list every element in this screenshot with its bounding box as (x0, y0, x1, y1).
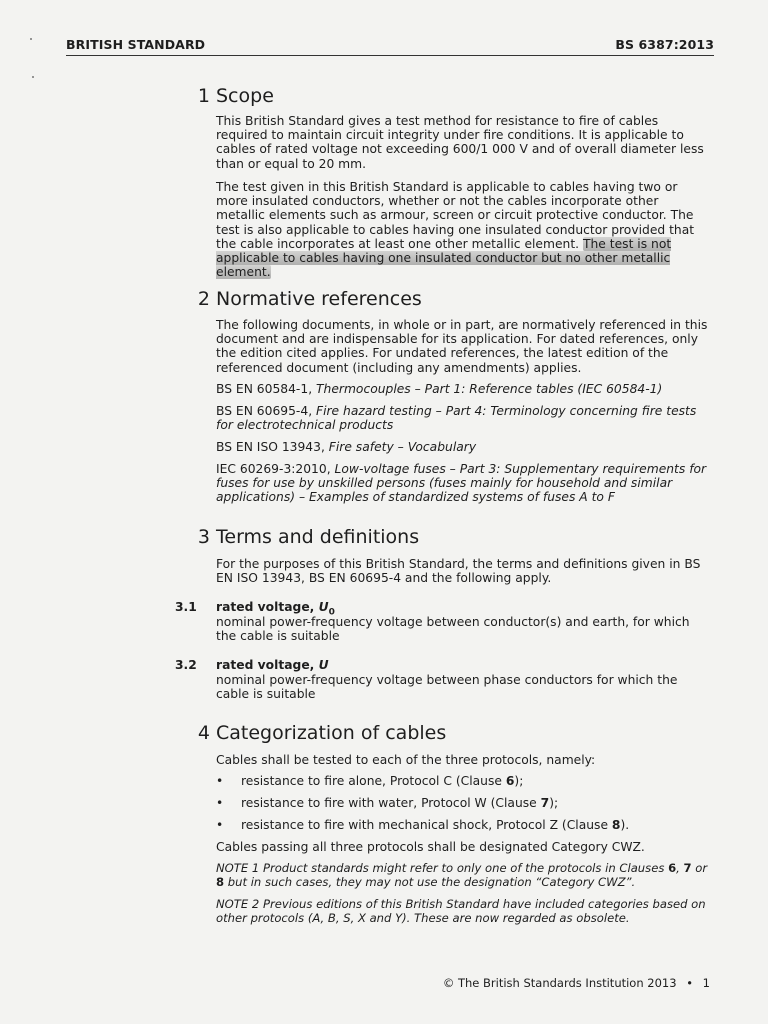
scan-speck (32, 76, 34, 78)
section-title-terms-and-definitions: Terms and definitions (216, 526, 420, 548)
scope-paragraph-2 (216, 180, 711, 279)
footer-copyright: © The British Standards Institution 2013 (442, 976, 677, 990)
reference-code: BS EN ISO 13943, (216, 440, 329, 454)
bullet-icon: • (216, 818, 224, 832)
page-number: 1 (702, 976, 710, 990)
section-number: 4 (197, 722, 210, 744)
page-header (66, 37, 714, 56)
document-page: BRITISH STANDARD BS 6387:2013 1 Scope This British Standard gives a test method for resistance to fire of cables required to maintain circuit integrity under fire conditions. It is applicable to cables of rated voltage not exceeding 600/1 000 V and of overall diameter less than or equal to 20 mm. The test given in this British Standard is applicable to cables having two or more insulated conductors, whether or not the cables incorporate other metallic elements such as armour, screen or circuit protective conductor. The test is also applicable to cables having one insulated conductor provided that the cable incorporates at least one other metallic element. The test is not applicable to cables having one insulated conductor but no other metallic element. 2 Normative references The following documents, in whole or in part, are normatively referenced in this document and are indispensable for its application. For dated references, only the edition cited applies. For undated references, the latest edition of the referenced document (including any amendments) applies. BS EN 60584-1, Thermocouples – Part 1: Reference tables (IEC 60584-1) BS EN 60695-4, Fire hazard testing – Part 4: Terminology concerning fire tests for electrotechnical products BS EN ISO 13943, Fire safety – Vocabulary IEC 60269-3:2010, Low-voltage fuses – Part 3: Supplementary requirements for fuses for use by unskilled persons (fuses mainly for household and similar applications) – Examples of standardized systems of fuses A to F 3 Terms and definitions For the purposes of this British Standard, the terms and definitions given in BS EN ISO 13943, BS EN 60695-4 and the following apply. 3.1 rated voltage, $U_0$ nominal power-frequency voltage between conductor(s) and earth, for which the cable is suitable 3.2 rated voltage, U nominal power-frequency voltage between phase conductors for which the cable is suitable 4 Categorization of cables Cables shall be tested to each of the three protocols, namely: • resistance to fire alone, Protocol C (Clause 6); • resistance to fire with water, Protocol W (Clause 7); • resistance to fire with mechanical shock, Protocol Z (Clause 8). Cables passing all three protocols shall be designated Category CWZ. NOTE 1 Product standards might refer to only one of the protocols in Clauses 6, 7 or 8 but in such cases, they may not use the designation “Category CWZ”. NOTE 2 Previous editions of this British Standard have included categories based on other protocols (A, B, S, X and Y). These are now regarded as obsolete. © The British Standards Institution 2013 • 1 (0, 0, 768, 1024)
reference-item (216, 440, 711, 454)
categorization-conclusion: Cables passing all three protocols shall be designated Category CWZ. (216, 840, 645, 854)
definition-number: 3.2 (175, 658, 197, 672)
section-number: 3 (197, 526, 210, 548)
section-title-scope: Scope (216, 85, 274, 107)
reference-item (216, 404, 711, 432)
reference-code: IEC 60269-3:2010, (216, 462, 335, 476)
scope-paragraph-2-text: The test given in this British Standard is applicable to cables having two or more insulated conductors, whether or not the cables incorporate other metallic elements such as armour, screen or circuit protective conductor. The test is also applicable to cables having one insulated conductor provided that the cable incorporates at least one other metallic element. (216, 180, 695, 251)
scan-speck (30, 38, 32, 40)
bullet-icon: • (216, 774, 224, 788)
header-standard-label: BRITISH STANDARD (66, 37, 206, 52)
note-1: NOTE 1 Product standards might refer to only one of the protocols in Clauses 6, 7 or 8 but in such cases, they may not use the designation “Category CWZ”. (216, 861, 708, 889)
footer-bullet: • (686, 976, 694, 990)
definition-number: 3.1 (175, 600, 197, 614)
highlighted-text: The test is not applicable to cables having one insulated conductor but no other metallic element. (216, 236, 672, 280)
reference-title: Low-voltage fuses – Part 3: Supplementary requirements for fuses for use by unskilled persons (fuses mainly for household and similar applications) – Examples of standardized systems of fuses A to F (216, 462, 707, 505)
reference-title: Thermocouples – Part 1: Reference tables (IEC 60584-1) (316, 382, 663, 396)
reference-code: BS EN 60584-1, (216, 382, 317, 396)
note-2: NOTE 2 Previous editions of this British Standard have included categories based on other protocols (A, B, S, X and Y). These are now regarded as obsolete. (216, 897, 706, 925)
section-number: 2 (197, 288, 210, 310)
section-title-normative-references: Normative references (216, 288, 422, 310)
header-standard-number: BS 6387:2013 (615, 37, 714, 52)
definition-text: nominal power-frequency voltage between phase conductors for which the cable is suitable (216, 673, 678, 702)
bullet-icon: • (216, 796, 224, 810)
definition-term: rated voltage, $U_0$ (216, 600, 335, 618)
terms-paragraph: For the purposes of this British Standard, the terms and definitions given in BS EN ISO 13943, BS EN 60695-4 and the following apply. (216, 557, 701, 586)
reference-title: Fire safety – Vocabulary (328, 440, 477, 454)
reference-item (216, 462, 711, 505)
section-number: 1 (197, 85, 210, 107)
section-title-categorization: Categorization of cables (216, 722, 447, 744)
categorization-intro: Cables shall be tested to each of the three protocols, namely: (216, 753, 596, 767)
reference-code: BS EN 60695-4, (216, 404, 317, 418)
page-footer (443, 976, 710, 990)
normative-paragraph: The following documents, in whole or in part, are normatively referenced in this document and are indispensable for its application. For dated references, only the edition cited applies. For undated references, the latest edition of the referenced document (including any amendments) applies. (216, 318, 708, 375)
reference-title: Fire hazard testing – Part 4: Terminology concerning fire tests for electrotechnical products (216, 404, 697, 433)
definition-term: rated voltage, U (216, 658, 329, 672)
definition-text: nominal power-frequency voltage between conductor(s) and earth, for which the cable is suitable (216, 615, 690, 644)
scope-paragraph-1: This British Standard gives a test method for resistance to fire of cables required to maintain circuit integrity under fire conditions. It is applicable to cables of rated voltage not exceeding 600/1 000 V and of overall diameter less than or equal to 20 mm. (216, 114, 704, 171)
reference-item (216, 382, 711, 396)
